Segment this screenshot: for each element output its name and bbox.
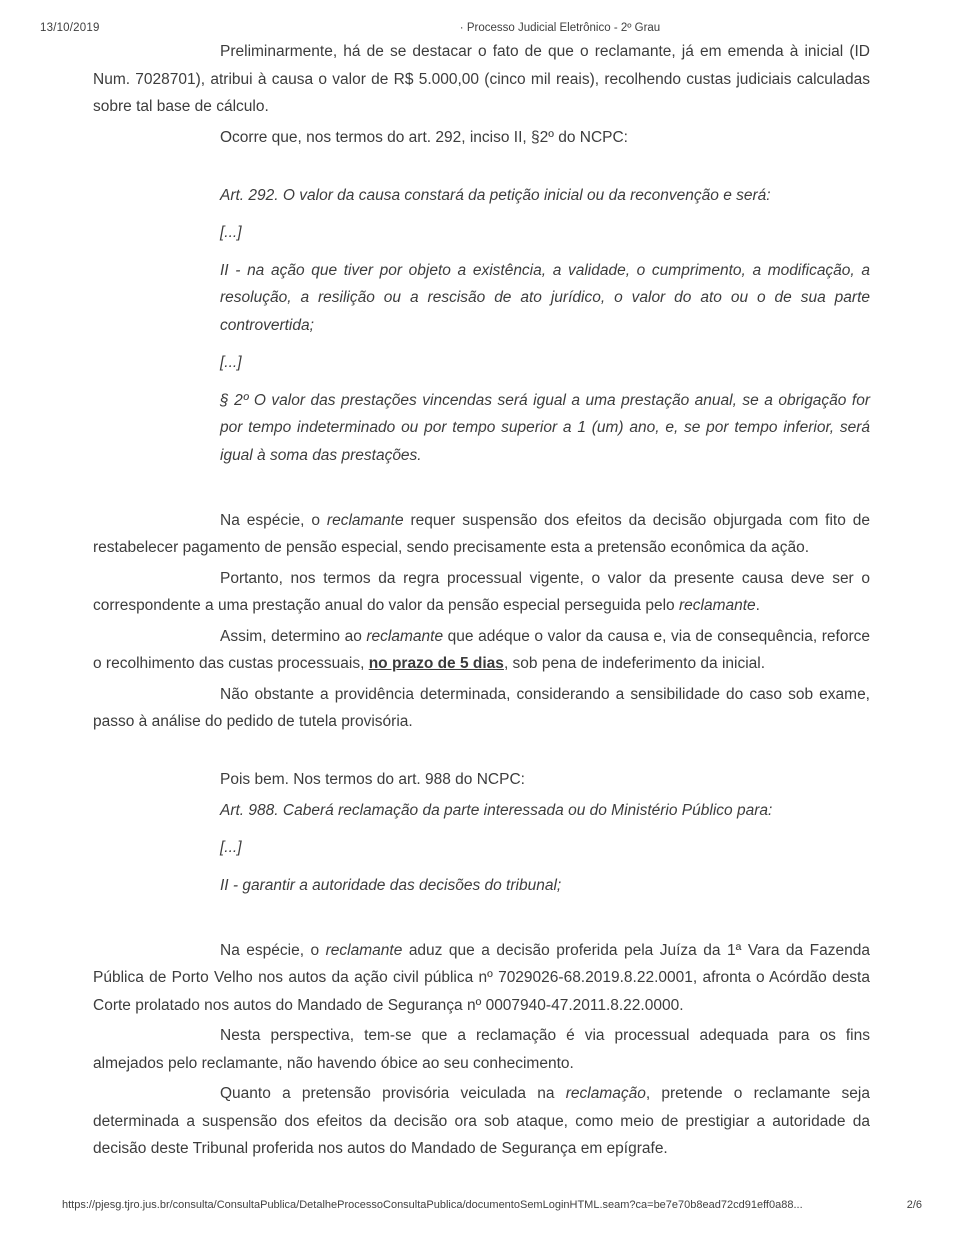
italic-term: reclamação	[565, 1085, 646, 1102]
blank-line	[93, 479, 870, 507]
text-segment: Na espécie, o	[220, 511, 327, 529]
block-quote-paragraph	[220, 182, 870, 210]
block-quote-paragraph	[220, 219, 870, 247]
text-segment: Art. 988. Caberá reclamação da parte interessada ou do Ministério Público para:	[220, 801, 773, 819]
block-quote-paragraph	[220, 834, 870, 862]
text-segment: Art. 292. O valor da causa constará da petição inicial ou da reconvenção e será:	[220, 186, 771, 204]
text-segment: [...]	[220, 224, 242, 241]
text-segment: , pretende o reclamante seja determinada a suspensão dos efeitos da decisão ora sob ataque, como meio de prestigiar a autoridade da decisão deste Tribunal proferida nos autos do Mandado de Segurança em epígrafe.	[93, 1085, 870, 1157]
block-quote-paragraph	[220, 257, 870, 340]
text-segment: que adéque o valor da causa e, via de consequência, reforce o recolhimento das custas processuais,	[93, 627, 870, 672]
text-segment: , sob pena de indeferimento da inicial.	[503, 655, 766, 672]
text-segment: Nesta perspectiva, tem-se que a reclamação é via processual adequada para os fins almejados pelo reclamante, não havendo óbice ao seu conhecimento.	[93, 1027, 870, 1072]
document-body	[93, 38, 870, 1166]
body-paragraph	[93, 623, 870, 678]
block-quote-paragraph	[220, 872, 870, 900]
text-segment: [...]	[220, 839, 242, 856]
text-segment: aduz que a decisão proferida pela Juíza da 1ª Vara da Fazenda Pública de Porto Velho nos autos da ação civil pública nº 7029026-68.2019.8.22.0001, afronta o Acórdão desta Corte prolatado nos autos do Mandado de Segurança nº 0007940-47.2011.8.22.0000.	[93, 941, 870, 1014]
text-segment: requer suspensão dos efeitos da decisão objurgada com fito de restabelecer pagamento de pensão especial, sendo precisamente esta a pretensão econômica da ação.	[93, 511, 871, 556]
text-segment: Assim, determino ao	[220, 627, 367, 645]
text-segment: Quanto a pretensão provisória veiculada na	[220, 1085, 566, 1102]
text-segment: § 2º O valor das prestações vincendas será igual a uma prestação anual, se a obrigação for por tempo indeterminado ou por tempo superior a 1 (um) ano, e, se por tempo inferior, será igual à soma das prestações.	[220, 391, 870, 464]
italic-term: reclamante	[366, 627, 444, 645]
text-segment: [...]	[220, 354, 242, 371]
blank-line	[93, 909, 870, 937]
text-segment: .	[755, 597, 760, 614]
text-segment: Ocorre que, nos termos do art. 292, inciso II, §2º do NCPC:	[220, 128, 628, 146]
body-paragraph	[93, 1022, 870, 1077]
body-paragraph	[93, 937, 870, 1020]
text-segment: Portanto, nos termos da regra processual vigente, o valor da presente causa deve ser o correspondente a uma prestação anual do valor da pensão especial perseguida pelo	[93, 569, 870, 614]
block-quote-paragraph	[220, 349, 870, 377]
print-footer-url: https://pjesg.tjro.jus.br/consulta/ConsultaPublica/DetalheProcessoConsultaPublica/documentoSemLoginHTML.seam?ca=be7e70b8ead72cd91eff0a88...	[62, 1199, 803, 1211]
text-segment: Na espécie, o	[220, 941, 326, 959]
body-paragraph	[93, 38, 870, 121]
print-header-date: 13/10/2019	[40, 22, 100, 34]
body-paragraph	[93, 565, 870, 620]
italic-term: reclamante	[325, 941, 403, 959]
deadline-emphasis: no prazo de 5 dias	[368, 655, 504, 672]
italic-term: reclamante	[326, 511, 404, 529]
print-footer-page-number: 2/6	[906, 1199, 922, 1211]
print-header-title: · Processo Judicial Eletrônico - 2º Grau	[459, 22, 661, 34]
body-paragraph	[93, 124, 870, 152]
body-paragraph	[93, 681, 870, 736]
body-paragraph	[93, 507, 870, 562]
text-segment: Preliminarmente, há de se destacar o fato de que o reclamante, já em emenda à inicial (ID Num. 7028701), atribui à causa o valor de R$ 5.000,00 (cinco mil reais), recolhendo custas judiciais calculadas sobre tal base de cálculo.	[93, 43, 870, 115]
text-segment: Pois bem. Nos termos do art. 988 do NCPC:	[220, 771, 525, 788]
blank-line	[93, 154, 870, 182]
text-segment: II - garantir a autoridade das decisões do tribunal;	[220, 876, 562, 894]
italic-term: reclamante	[678, 597, 756, 614]
text-segment: II - na ação que tiver por objeto a existência, a validade, o cumprimento, a modificação, a resolução, a resilição ou a rescisão de ato jurídico, o valor do ato ou o de sua parte controvertida;	[220, 261, 870, 334]
body-paragraph	[93, 1080, 870, 1163]
body-paragraph	[93, 766, 870, 794]
block-quote-paragraph	[220, 387, 870, 470]
blank-line	[93, 739, 870, 767]
block-quote-paragraph	[220, 797, 870, 825]
text-segment: Não obstante a providência determinada, considerando a sensibilidade do caso sob exame, passo à análise do pedido de tutela provisória.	[93, 685, 870, 730]
